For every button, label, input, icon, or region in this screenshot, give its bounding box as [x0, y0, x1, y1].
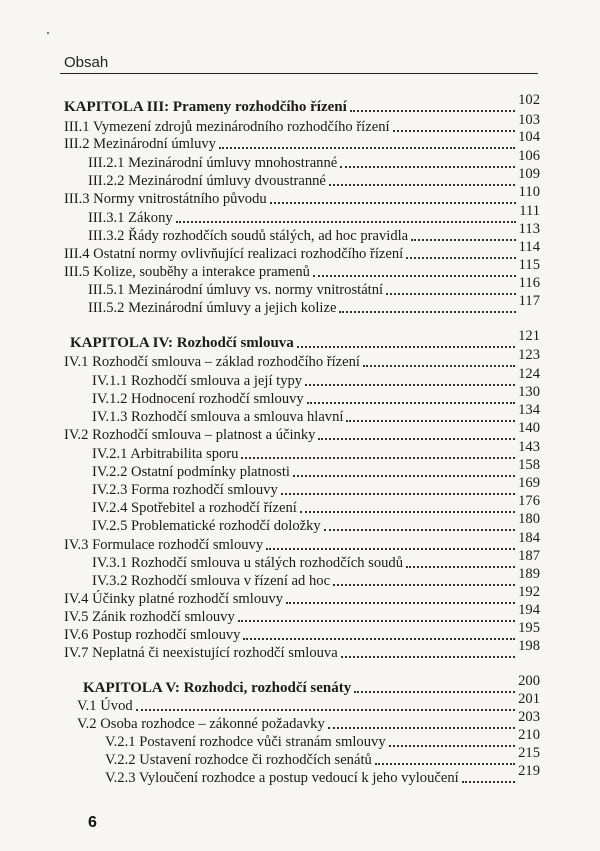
toc-entry — [64, 602, 540, 625]
dot-leader — [329, 183, 515, 186]
toc-page-number: 103 — [518, 112, 540, 128]
toc-entry — [92, 548, 540, 571]
dot-leader — [176, 220, 516, 223]
toc-entry-title: V.2.1 Postavení rozhodce vůči stranám smlouvy — [105, 734, 386, 750]
toc-page-number: 201 — [518, 691, 540, 707]
dot-leader — [238, 619, 515, 622]
toc-entry-title: IV.2.2 Ostatní podmínky platnosti — [92, 464, 290, 480]
toc-entry-title: V.2.3 Vyloučení rozhodce a postup vedoucí k jeho vyloučení — [105, 770, 459, 786]
toc-entry-title: IV.2.4 Spotřebitel a rozhodčí řízení — [92, 500, 297, 516]
toc-entry — [64, 184, 540, 207]
dot-leader — [462, 780, 515, 783]
toc-entry-title: III.2 Mezinárodní úmluvy — [64, 136, 216, 152]
toc-page-number: 215 — [518, 745, 540, 761]
dot-leader — [386, 292, 516, 295]
toc-page-number: 180 — [518, 511, 540, 527]
toc-chapter-entry — [70, 328, 540, 351]
toc-page-number: 134 — [518, 402, 540, 418]
toc-entry — [92, 366, 540, 389]
dot-leader — [389, 744, 515, 747]
toc-entry — [64, 584, 540, 607]
toc-entry-title: IV.4 Účinky platné rozhodčí smlouvy — [64, 591, 284, 607]
toc-page-number: 123 — [518, 347, 540, 363]
toc-entry — [64, 638, 540, 661]
toc-page-number: 187 — [518, 548, 540, 564]
toc-entry — [64, 257, 540, 280]
toc-page-number: 176 — [518, 493, 540, 509]
toc-page-number: 194 — [518, 602, 540, 618]
toc-page-number: 184 — [518, 530, 540, 546]
dot-leader — [339, 310, 515, 313]
toc-page-number: 140 — [518, 420, 540, 436]
toc-entry-title: III.5 Kolize, souběhy a interakce pramenů — [64, 264, 310, 280]
dot-leader — [375, 762, 515, 765]
toc-page-number: 114 — [518, 239, 540, 255]
dot-leader — [324, 528, 515, 531]
toc-page-number: 111 — [519, 203, 540, 219]
toc-entry — [92, 475, 540, 498]
toc-entry — [92, 511, 540, 534]
dot-leader — [241, 456, 515, 459]
dot-leader — [363, 364, 515, 367]
toc-entry — [88, 203, 540, 226]
toc-page-number: 158 — [518, 457, 540, 473]
toc-entry-title: V.2 Osoba rozhodce – zákonné požadavky — [77, 716, 325, 732]
toc-entry — [88, 293, 540, 316]
toc-page-number: 200 — [518, 673, 540, 689]
paper-speck — [47, 32, 49, 34]
toc-page-number: 117 — [518, 293, 540, 309]
toc-entry-title: KAPITOLA III: Prameny rozhodčího řízení — [64, 99, 347, 115]
toc-entry-title: IV.2.5 Problematické rozhodčí doložky — [92, 518, 321, 534]
toc-chapter-entry — [83, 673, 540, 696]
toc-entry — [64, 347, 540, 370]
toc-entry — [92, 402, 540, 425]
dot-leader — [286, 601, 515, 604]
dot-leader — [219, 146, 515, 149]
toc-entry-title: III.2.1 Mezinárodní úmluvy mnohostranné — [88, 155, 338, 171]
dot-leader — [411, 238, 515, 241]
toc-entry-title: KAPITOLA IV: Rozhodčí smlouva — [70, 335, 294, 351]
dot-leader — [346, 419, 515, 422]
toc-page-number: 189 — [518, 566, 540, 582]
toc-entry — [88, 221, 540, 244]
toc-entry — [88, 148, 540, 171]
toc-page-number: 192 — [518, 584, 540, 600]
toc-page-number: 121 — [518, 328, 540, 344]
toc-entry-title: IV.2.3 Forma rozhodčí smlouvy — [92, 482, 278, 498]
toc-entry-title: IV.2.1 Arbitrabilita sporu — [92, 446, 239, 462]
toc-entry-title: IV.1 Rozhodčí smlouva – základ rozhodčího řízení — [64, 354, 360, 370]
toc-entry-title: III.3.2 Řády rozhodčích soudů stálých, ad hoc pravidla — [88, 228, 409, 244]
dot-leader — [293, 474, 515, 477]
toc-page-number: 104 — [518, 129, 540, 145]
dot-leader — [281, 492, 515, 495]
toc-page-number: 130 — [518, 384, 540, 400]
toc-page-number: 143 — [518, 439, 540, 455]
dot-leader — [328, 726, 515, 729]
toc-chapter-entry — [64, 92, 540, 115]
toc-entry — [88, 166, 540, 189]
toc-entry-title: IV.7 Neplatná či neexistující rozhodčí smlouva — [64, 645, 338, 661]
toc-page-number: 124 — [518, 366, 540, 382]
toc-entry-title: IV.3.2 Rozhodčí smlouva v řízení ad hoc — [92, 573, 331, 589]
toc-entry — [64, 620, 540, 643]
toc-entry-title: III.3.1 Zákony — [88, 210, 173, 226]
toc-page-number: 116 — [518, 275, 540, 291]
toc-page-number: 102 — [518, 92, 540, 108]
dot-leader — [350, 109, 515, 112]
toc-page-number: 169 — [518, 475, 540, 491]
toc-page-number: 106 — [518, 148, 540, 164]
dot-leader — [307, 401, 515, 404]
toc-entry-title: III.1 Vymezení zdrojů mezinárodního rozhodčího řízení — [64, 119, 390, 135]
toc-entry — [105, 727, 540, 750]
toc-page-number: 203 — [518, 709, 540, 725]
toc-entry-title: III.2.2 Mezinárodní úmluvy dvoustranné — [88, 173, 326, 189]
toc-entry — [77, 691, 540, 714]
toc-entry-title: III.5.1 Mezinárodní úmluvy vs. normy vnitrostátní — [88, 282, 384, 298]
dot-leader — [136, 708, 515, 711]
toc-page-number: 109 — [518, 166, 540, 182]
toc-page-number: 195 — [518, 620, 540, 636]
toc-entry — [92, 439, 540, 462]
toc-entry — [77, 709, 540, 732]
dot-leader — [406, 565, 515, 568]
toc-page-number: 113 — [518, 221, 540, 237]
toc-entry-title: IV.2 Rozhodčí smlouva – platnost a účinky — [64, 427, 316, 443]
toc-entry-title: IV.1.2 Hodnocení rozhodčí smlouvy — [92, 391, 304, 407]
dot-leader — [313, 274, 516, 277]
running-header: Obsah — [64, 54, 109, 71]
dot-leader — [297, 345, 515, 348]
toc-entry-title: III.5.2 Mezinárodní úmluvy a jejich kolize — [88, 300, 337, 316]
toc-entry — [88, 275, 540, 298]
toc-entry-title: III.4 Ostatní normy ovlivňující realizaci rozhodčího řízení — [64, 246, 404, 262]
toc-entry-title: IV.3.1 Rozhodčí smlouva u stálých rozhodčích soudů — [92, 555, 404, 571]
dot-leader — [266, 547, 515, 550]
dot-leader — [270, 201, 516, 204]
toc-page-number: 210 — [518, 727, 540, 743]
toc-entry-title: KAPITOLA V: Rozhodci, rozhodčí senáty — [83, 680, 352, 696]
dot-leader — [333, 583, 515, 586]
toc-entry-title: III.3 Normy vnitrostátního původu — [64, 191, 267, 207]
toc-entry-title: IV.5 Zánik rozhodčí smlouvy — [64, 609, 235, 625]
header-rule — [60, 73, 538, 74]
toc-page-number: 115 — [518, 257, 540, 273]
dot-leader — [305, 383, 515, 386]
toc-entry — [105, 763, 540, 786]
toc-entry-title: IV.1.1 Rozhodčí smlouva a její typy — [92, 373, 303, 389]
toc-entry-title: IV.1.3 Rozhodčí smlouva a smlouva hlavní — [92, 409, 344, 425]
dot-leader — [318, 437, 515, 440]
dot-leader — [406, 256, 515, 259]
dot-leader — [340, 165, 515, 168]
toc-page-number: 219 — [518, 763, 540, 779]
toc-entry-title: V.1 Úvod — [77, 698, 133, 714]
toc-entry — [64, 129, 540, 152]
toc-entry — [92, 457, 540, 480]
page-number: 6 — [88, 814, 97, 831]
toc-entry-title: IV.6 Postup rozhodčí smlouvy — [64, 627, 241, 643]
dot-leader — [354, 690, 515, 693]
toc-entry — [64, 420, 540, 443]
toc-entry-title: V.2.2 Ustavení rozhodce či rozhodčích senátů — [105, 752, 372, 768]
toc-page-number: 198 — [518, 638, 540, 654]
toc-page-number: 110 — [518, 184, 540, 200]
toc-entry-title: IV.3 Formulace rozhodčí smlouvy — [64, 537, 264, 553]
toc-entry — [64, 239, 540, 262]
toc-entry — [92, 566, 540, 589]
dot-leader — [300, 510, 515, 513]
toc-entry — [64, 530, 540, 553]
dot-leader — [341, 655, 515, 658]
toc-entry — [92, 384, 540, 407]
toc-entry — [92, 493, 540, 516]
dot-leader — [243, 637, 515, 640]
toc-entry — [105, 745, 540, 768]
